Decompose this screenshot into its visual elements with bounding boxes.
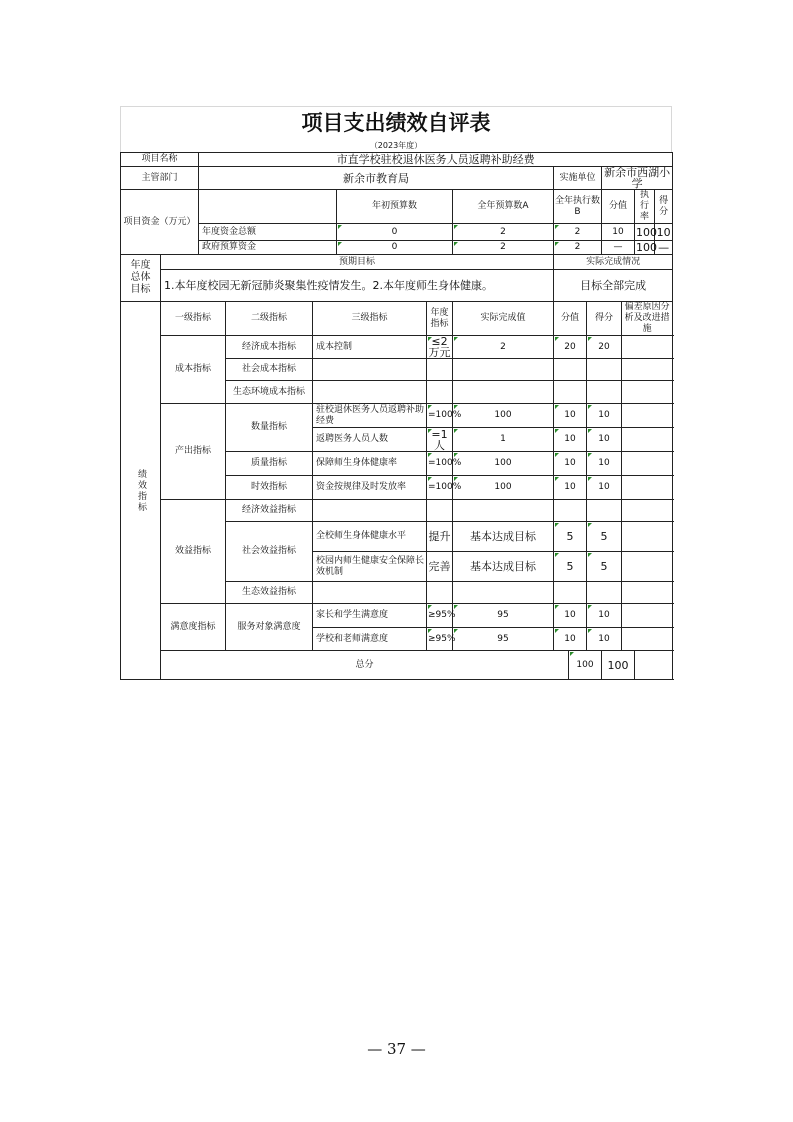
satisfaction-l1: 满意度指标 <box>161 604 226 651</box>
funds-row-total-name: 年度资金总额 <box>199 224 337 241</box>
project-name-label: 项目名称 <box>121 153 199 167</box>
funds-row-total-score: 10 <box>602 224 635 241</box>
funds-row-total-points: 10 <box>655 224 673 241</box>
total-label: 总分 <box>161 651 569 680</box>
output-time-points: 10 <box>587 476 622 500</box>
impl-unit-value: 新余市西湖小学 <box>602 167 673 190</box>
benefit-s2-target: 完善 <box>427 552 453 582</box>
output-quality-points: 10 <box>587 452 622 476</box>
cost-econ-score: 20 <box>554 336 587 359</box>
output-time-l2: 时效指标 <box>226 476 313 500</box>
dept-label: 主管部门 <box>121 167 199 190</box>
benefit-s1-actual: 基本达成目标 <box>453 522 554 552</box>
expected-goal-text: 1.本年度校园无新冠肺炎聚集性疫情发生。2.本年度师生身体健康。 <box>161 270 554 302</box>
output-q2-target: =1人 <box>427 428 453 452</box>
funds-row-gov-rate: 100 <box>636 241 658 254</box>
funds-row-total-annual: 2 <box>453 224 554 241</box>
funds-row-gov-executed: 2 <box>554 241 602 255</box>
output-q1-points: 10 <box>587 404 622 428</box>
funds-header-initial: 年初预算数 <box>337 190 453 224</box>
header-level3: 三级指标 <box>313 302 427 336</box>
indicators-label <box>121 302 161 680</box>
page-number: — 37 — <box>367 1040 426 1058</box>
project-name-value: 市直学校驻校退休医务人员返聘补助经费 <box>199 153 673 167</box>
total-score: 100 <box>569 651 602 680</box>
satisfaction-b-l3: 学校和老师满意度 <box>313 628 427 651</box>
benefit-s1-score: 5 <box>554 522 587 552</box>
output-q1-target: =100% <box>427 404 453 428</box>
header-points: 得分 <box>587 302 622 336</box>
output-quality-l3: 保障师生身体健康率 <box>313 452 427 476</box>
funds-header-annual: 全年预算数A <box>453 190 554 224</box>
header-level1: 一级指标 <box>161 302 226 336</box>
cost-eco-l2: 生态环境成本指标 <box>226 381 313 404</box>
funds-row-gov-score: — <box>602 241 635 255</box>
actual-result-label: 实际完成情况 <box>554 255 673 270</box>
funds-row-gov-name: 政府预算资金 <box>199 241 337 255</box>
header-score: 分值 <box>554 302 587 336</box>
output-quality-l2: 质量指标 <box>226 452 313 476</box>
satisfaction-a-points: 10 <box>587 604 622 628</box>
cost-econ-target: ≤2万元 <box>428 335 451 359</box>
benefit-s2-score: 5 <box>554 552 587 582</box>
output-time-l3: 资金按规律及时发放率 <box>313 476 427 500</box>
benefit-s1-l3: 全校师生身体健康水平 <box>313 522 427 552</box>
funds-row-total-rate: 100 <box>636 225 658 239</box>
header-annual-target: 年度指标 <box>427 302 453 336</box>
cost-social-l2: 社会成本指标 <box>226 359 313 381</box>
form-year: （2023年度） <box>120 139 672 152</box>
output-q2-points: 10 <box>587 428 622 452</box>
funds-blank-header <box>199 190 337 224</box>
output-l1: 产出指标 <box>161 404 226 500</box>
benefit-s2-l3: 校园内师生健康安全保障长效机制 <box>313 552 427 582</box>
satisfaction-b-score: 10 <box>554 628 587 651</box>
cost-econ-actual: 2 <box>453 336 554 359</box>
output-quality-target: =100% <box>427 452 453 476</box>
evaluation-form <box>120 106 672 680</box>
actual-result-text: 目标全部完成 <box>554 270 673 302</box>
form-title: 项目支出绩效自评表 <box>120 106 672 139</box>
funds-header-points: 得分 <box>655 190 673 224</box>
satisfaction-b-points: 10 <box>587 628 622 651</box>
benefit-s2-points: 5 <box>587 552 622 582</box>
output-q2-actual: 1 <box>453 428 554 452</box>
output-quality-score: 10 <box>554 452 587 476</box>
cost-econ-points: 20 <box>587 336 622 359</box>
output-q1-l3: 驻校退休医务人员返聘补助经费 <box>313 404 427 428</box>
satisfaction-l2: 服务对象满意度 <box>226 604 313 651</box>
cost-econ-deviation <box>622 336 673 359</box>
funds-row-gov-points: — <box>655 241 673 255</box>
benefit-s1-target: 提升 <box>427 522 453 552</box>
header-deviation: 偏差原因分析及改进措施 <box>622 302 673 336</box>
output-q1-actual: 100 <box>453 404 554 428</box>
cost-econ-l2: 经济成本指标 <box>226 336 313 359</box>
header-actual: 实际完成值 <box>453 302 554 336</box>
satisfaction-a-score: 10 <box>554 604 587 628</box>
cost-l1: 成本指标 <box>161 336 226 404</box>
expected-goal-label: 预期目标 <box>161 255 554 270</box>
benefit-l1: 效益指标 <box>161 500 226 604</box>
total-points: 100 <box>602 651 635 680</box>
funds-row-gov-annual: 2 <box>453 241 554 255</box>
header-level2: 二级指标 <box>226 302 313 336</box>
cost-econ-l3: 成本控制 <box>313 336 427 359</box>
funds-label: 项目资金（万元） <box>121 190 199 255</box>
benefit-econ-l2: 经济效益指标 <box>226 500 313 522</box>
total-deviation <box>635 651 673 680</box>
output-time-score: 10 <box>554 476 587 500</box>
funds-header-executed: 全年执行数B <box>554 190 602 224</box>
satisfaction-b-actual: 95 <box>453 628 554 651</box>
funds-row-total-executed: 2 <box>554 224 602 241</box>
satisfaction-a-actual: 95 <box>453 604 554 628</box>
output-time-target: =100% <box>427 476 453 500</box>
indicators-label-text: 绩效指标 <box>136 468 146 513</box>
annual-goal-label: 年度总体目标 <box>121 255 161 302</box>
satisfaction-a-l3: 家长和学生满意度 <box>313 604 427 628</box>
evaluation-table <box>120 152 673 680</box>
funds-header-rate: 执行率 <box>635 190 655 224</box>
funds-row-gov-initial: 0 <box>337 241 453 255</box>
dept-value: 新余市教育局 <box>199 167 554 190</box>
benefit-s1-points: 5 <box>587 522 622 552</box>
satisfaction-b-target: ≥95% <box>427 628 453 651</box>
benefit-social-l2: 社会效益指标 <box>226 522 313 582</box>
output-qty-l2: 数量指标 <box>226 404 313 452</box>
impl-unit-label: 实施单位 <box>554 167 602 190</box>
output-q2-l3: 返聘医务人员人数 <box>313 428 427 452</box>
funds-header-score: 分值 <box>602 190 635 224</box>
output-quality-actual: 100 <box>453 452 554 476</box>
benefit-s2-actual: 基本达成目标 <box>453 552 554 582</box>
benefit-eco-l2: 生态效益指标 <box>226 582 313 604</box>
satisfaction-a-target: ≥95% <box>427 604 453 628</box>
output-time-actual: 100 <box>453 476 554 500</box>
output-q2-score: 10 <box>554 428 587 452</box>
output-q1-score: 10 <box>554 404 587 428</box>
funds-row-total-initial: 0 <box>337 224 453 241</box>
